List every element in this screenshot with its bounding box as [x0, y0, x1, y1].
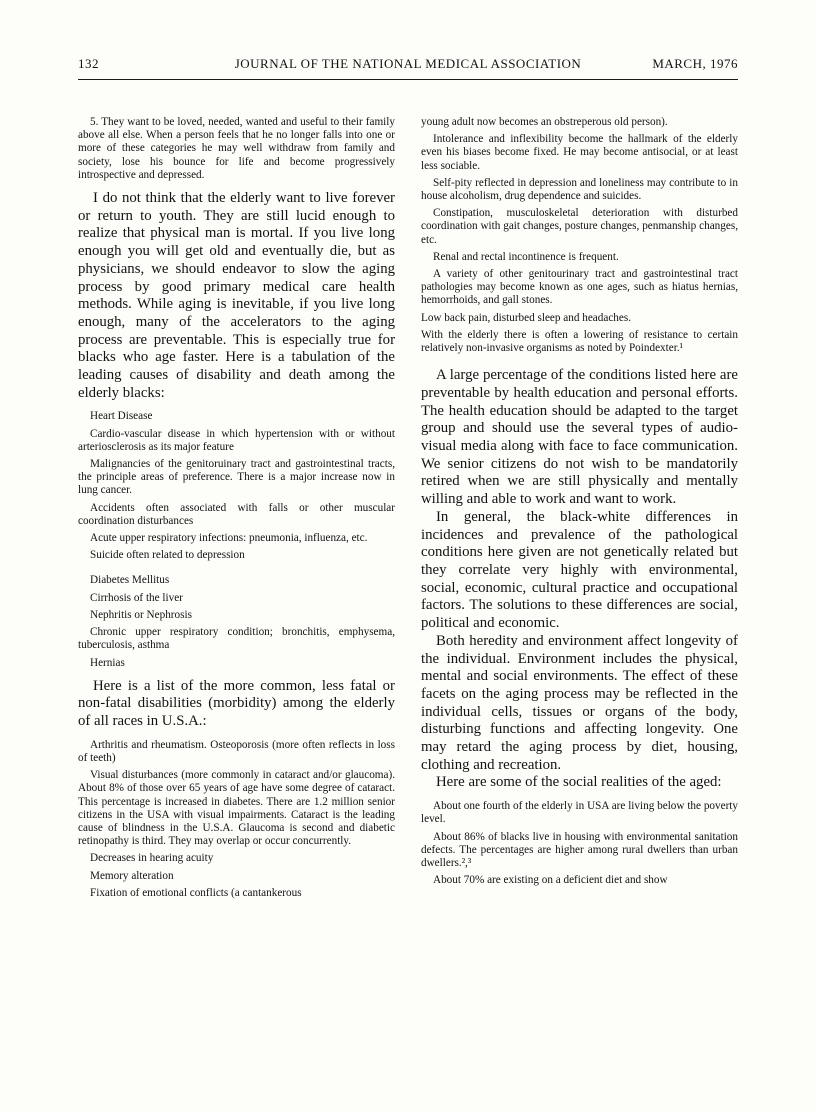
- paragraph: With the elderly there is often a lowering of resistance to certain relatively non-invasive organisms as noted by Poindexter.¹: [421, 328, 738, 355]
- journal-title: JOURNAL OF THE NATIONAL MEDICAL ASSOCIATION: [234, 56, 582, 71]
- paragraph: A variety of other genitourinary tract and gastrointestinal tract pathologies may become known as one ages, such as hiatus hernias, hemorrhoids, and gall stones.: [421, 268, 738, 307]
- page-header: [78, 56, 738, 80]
- paragraph: 5. They want to be loved, needed, wanted and useful to their family above all else. When a person feels that he no longer falls into one or more of these categories he may well withdraw from family and society, lose his bounce for life and become progressively introspective and depressed.: [78, 116, 395, 181]
- list-item: Visual disturbances (more commonly in cataract and/or glaucoma). About 8% of those over 65 years of age have some degree of cataract. This percentage is increased in diabetes. There are 1.2 million senior citizens in the USA with visual impairments. Cataract is the leading cause of blindness in the U.S.A. Glaucoma is second and diabetic retinopathy is third. They may overlap or occur concurrently.: [78, 769, 395, 848]
- list-item: Decreases in hearing acuity: [90, 852, 214, 865]
- paragraph: Low back pain, disturbed sleep and headaches.: [421, 311, 632, 324]
- paragraph: In general, the black-white differences in incidences and prevalence of the pathological conditions here given are not genetically related but they correlate very highly with environmental, social, economic, cultural practice and occupational factors. The solutions to these differences are social, political and economic.: [421, 508, 738, 632]
- paragraph: Constipation, musculoskeletal deterioration with disturbed coordination with gait changes, posture changes, penmanship changes, etc.: [421, 207, 738, 246]
- list-item: Fixation of emotional conflicts (a cantankerous: [90, 886, 302, 899]
- paragraph: Renal and rectal incontinence is frequent.: [433, 250, 619, 263]
- list-item: About 70% are existing on a deficient diet and show: [433, 874, 668, 887]
- list-item: About 86% of blacks live in housing with environmental sanitation defects. The percentages are higher among rural dwellers than urban dwellers.²,³: [421, 830, 738, 869]
- list-item: Acute upper respiratory infections: pneumonia, influenza, etc.: [90, 532, 368, 545]
- paragraph: Intolerance and inflexibility become the hallmark of the elderly even his biases become fixed. He may become antisocial, or at least less sociable.: [421, 133, 738, 172]
- paragraph: Both heredity and environment affect longevity of the individual. Environment includes the physical, mental and social environments. The effect of these facets on the aging process may be reflected in the individual cells, tissues or organs of the body, disturbing functions and affecting longevity. One may retard the aging process by diet, housing, clothing and recreation.: [421, 632, 738, 773]
- article-body: [78, 116, 738, 904]
- list-item: Hernias: [90, 656, 125, 669]
- list-item: Nephritis or Nephrosis: [90, 608, 192, 621]
- list-item: About one fourth of the elderly in USA are living below the poverty level.: [421, 800, 738, 826]
- list-item: Malignancies of the genitoruinary tract and gastrointestinal tracts, the principle areas of preference. There is a major increase now in lung cancer.: [78, 458, 395, 497]
- list-item: Arthritis and rheumatism. Osteoporosis (more often reflects in loss of teeth): [78, 738, 395, 765]
- list-item: Suicide often related to depression: [90, 549, 245, 562]
- paragraph: Here is a list of the more common, less fatal or non-fatal disabilities (morbidity) among the elderly of all races in U.S.A.:: [78, 677, 395, 730]
- list-item: Chronic upper respiratory condition; bronchitis, emphysema, tuberculosis, asthma: [78, 626, 395, 652]
- list-item: Accidents often associated with falls or other muscular coordination disturbances: [78, 501, 395, 527]
- paragraph: young adult now becomes an obstreperous old person).: [421, 116, 668, 128]
- list-item: Diabetes Mellitus: [90, 574, 170, 587]
- list-item: Memory alteration: [90, 869, 174, 882]
- list-item: Cardio-vascular disease in which hypertension with or without arteriosclerosis as its major feature: [78, 427, 395, 453]
- issue-date: MARCH, 1976: [652, 56, 738, 71]
- paragraph: Self-pity reflected in depression and loneliness may contribute to in house alcoholism, drug dependence and suicides.: [421, 176, 738, 203]
- right-column: [421, 116, 738, 904]
- left-column: [78, 116, 395, 904]
- page-number: 132: [78, 56, 99, 71]
- paragraph: A large percentage of the conditions listed here are preventable by health education and personal efforts. The health education should be adapted to the target group and should use the several types of audio-visual media along with face to face communication. We senior citizens do not wish to be mandatorily retired when we are still physically and mentally willing and able to work and want to work.: [421, 367, 738, 508]
- paragraph: I do not think that the elderly want to live forever or return to youth. They are still lucid enough to realize that physical man is mortal. If you live long enough you will get old and eventually die, but as physicians, we should endeavor to slow the aging process by good primary medical care health methods. While aging is inevitable, if you live long enough, many of the accelerators to the aging process are preventable. This is especially true for blacks who age faster. Here is a tabulation of the leading causes of disability and death among the elderly blacks:: [78, 190, 395, 401]
- list-item: Heart Disease: [90, 410, 153, 423]
- paragraph: Here are some of the social realities of the aged:: [436, 774, 722, 791]
- list-item: Cirrhosis of the liver: [90, 591, 183, 604]
